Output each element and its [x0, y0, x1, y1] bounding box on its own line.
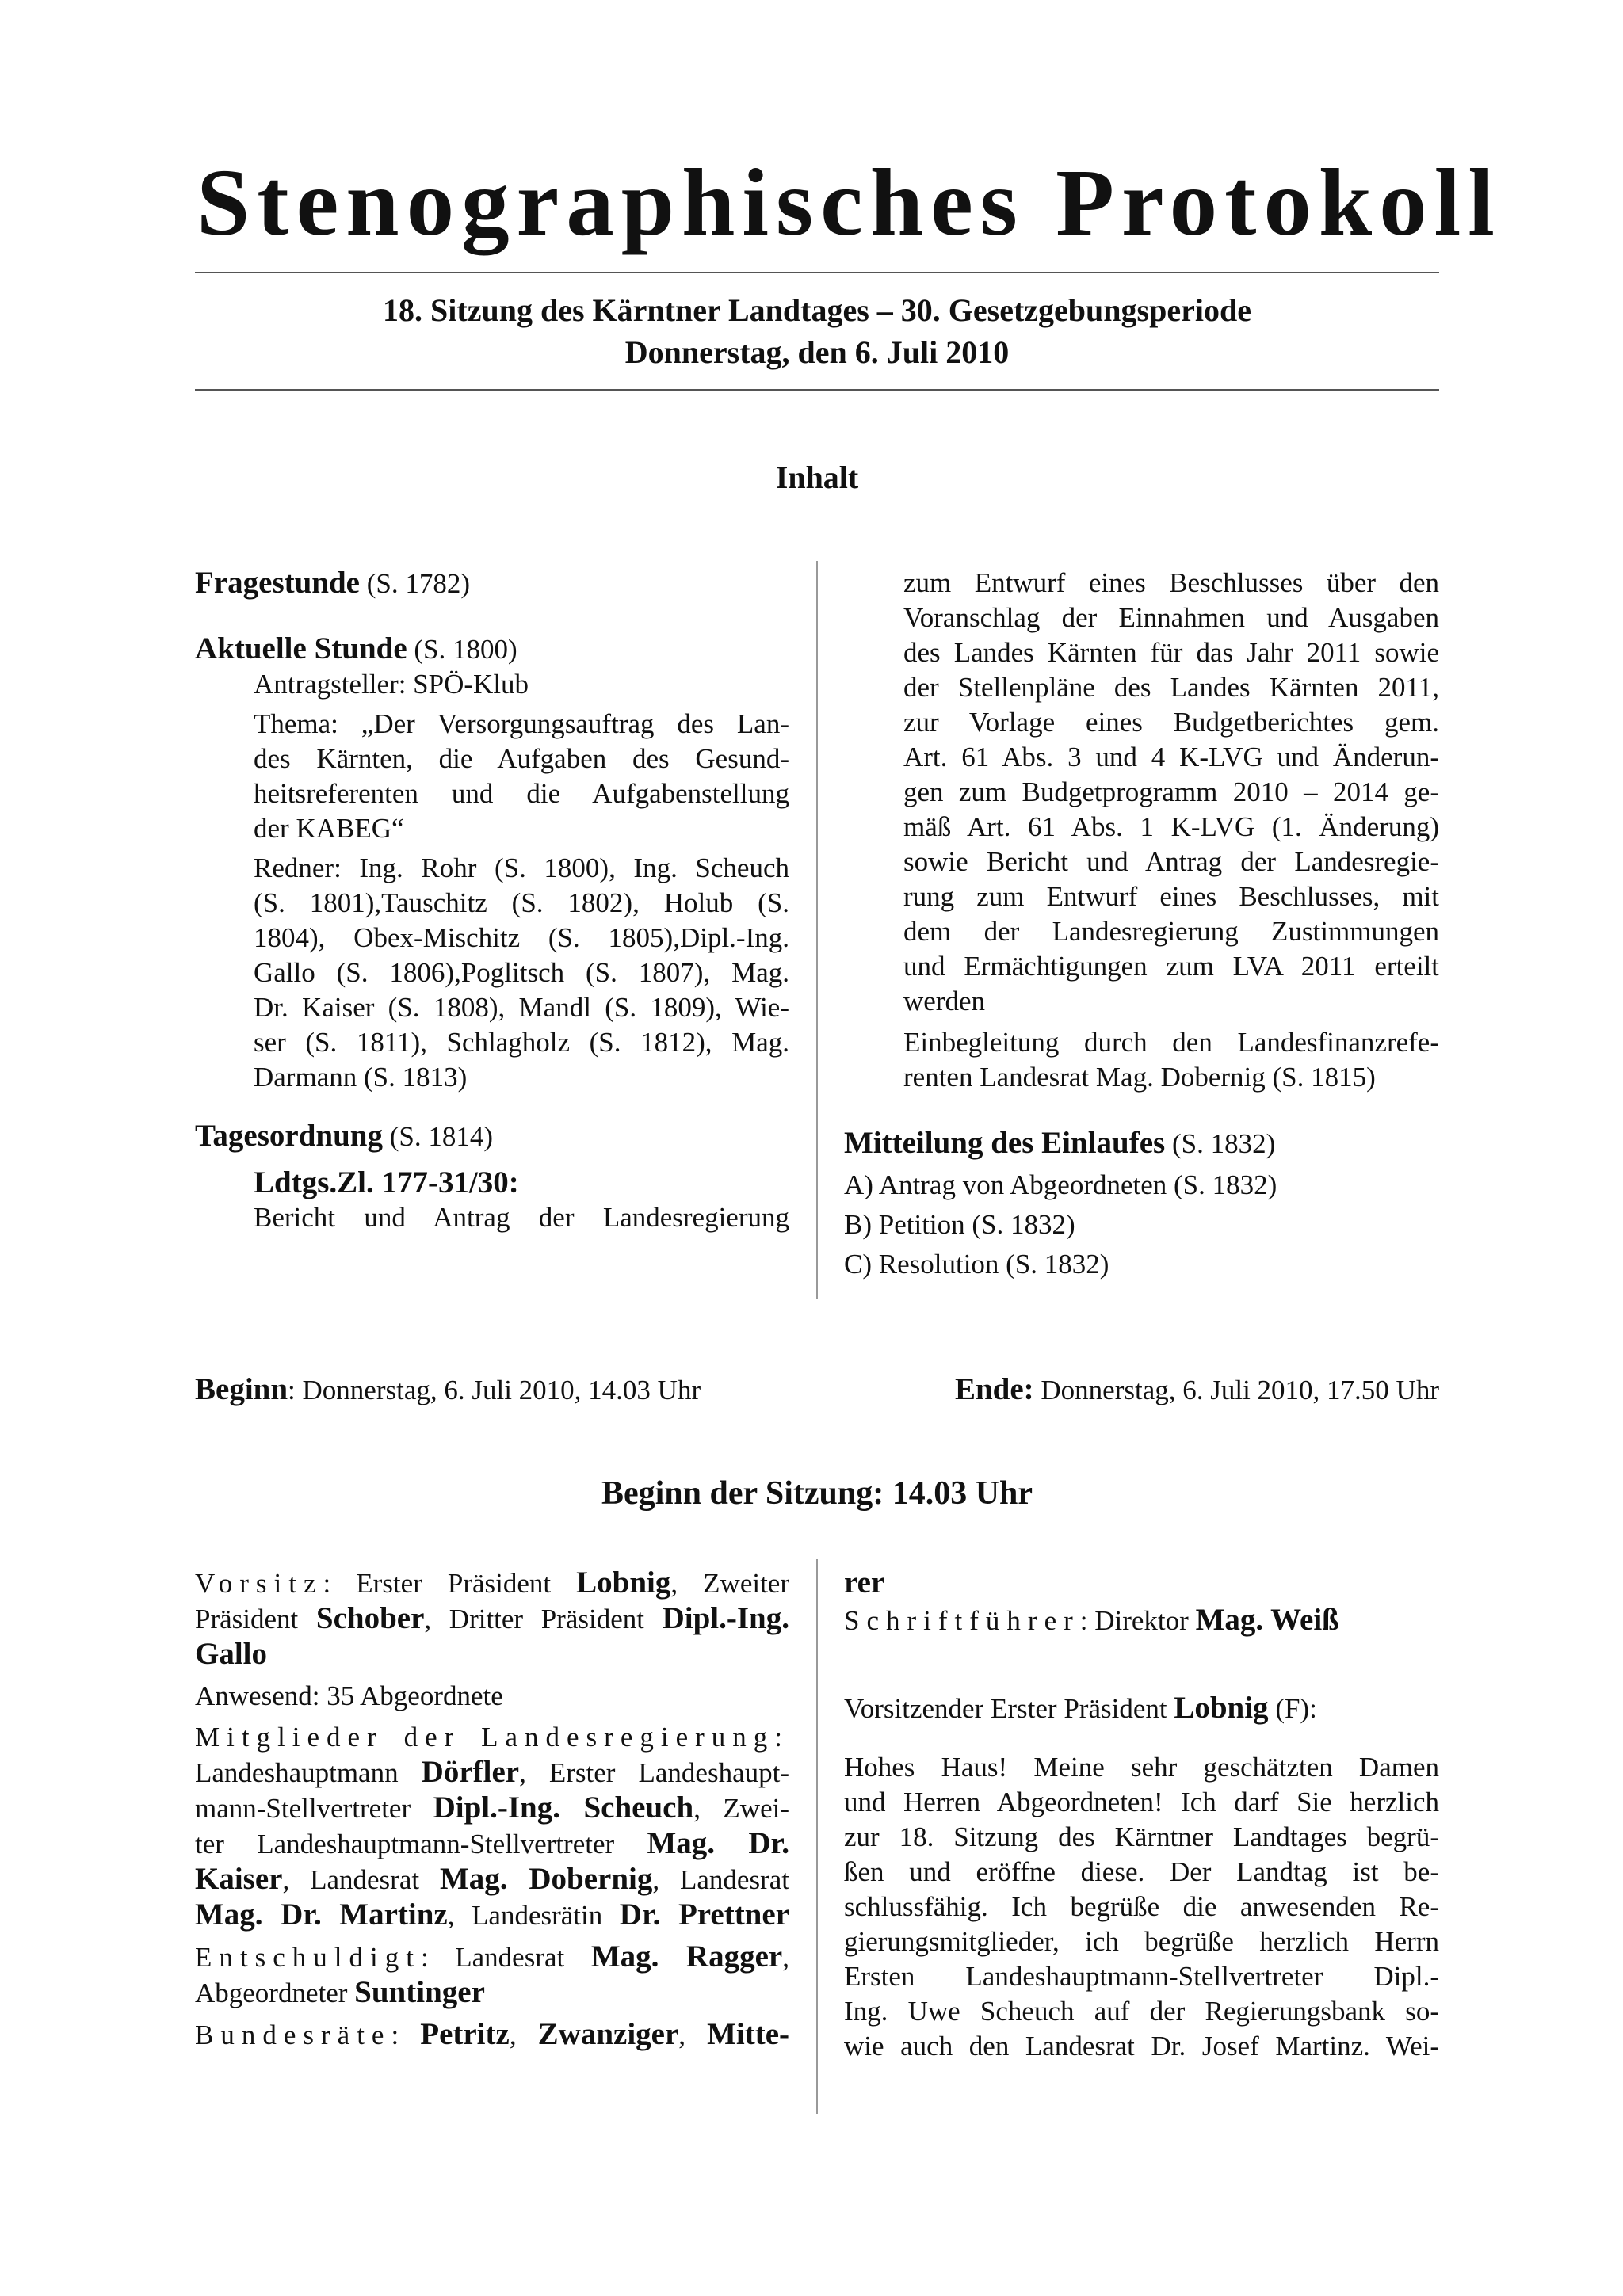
list-item: A) Antrag von Abgeordneten (S. 1832)	[844, 1169, 1277, 1200]
text-run: , Landesrätin	[447, 1900, 620, 1931]
text-run: , Dritter Präsident	[424, 1604, 663, 1634]
mitglieder-paragraph	[195, 1720, 789, 1933]
text-line: des Landes Kärnten für das Jahr 2011 sowie	[903, 637, 1439, 668]
beginn-value: : Donnerstag, 6. Juli 2010, 14.03 Uhr	[288, 1375, 701, 1405]
entschuldigt-label: Entschuldigt	[195, 1942, 421, 1973]
toc-right-column	[903, 566, 1439, 1095]
text-line: Art. 61 Abs. 3 und 4 K-LVG und Änderun-	[903, 742, 1439, 772]
toc-column-divider	[816, 561, 818, 1299]
toc-page-ref: (S. 1832)	[1171, 1128, 1276, 1159]
ldtgs-number: Ldtgs.Zl. 177-31/30:	[254, 1165, 519, 1199]
person-name: Dipl.-Ing.	[662, 1601, 789, 1635]
bundesraete-paragraph	[195, 2017, 789, 2053]
thema-line: Thema: „Der Versorgungsauftrag des Lan-	[254, 708, 789, 739]
mitteilung-list	[844, 1168, 1439, 1282]
text-line: zur 18. Sitzung des Kärntner Landtages begrü-	[844, 1821, 1439, 1852]
person-name: Zwanziger	[537, 2017, 679, 2051]
text-line: sowie Bericht und Antrag der Landesregie-	[903, 846, 1439, 877]
list-item: B) Petition (S. 1832)	[844, 1209, 1075, 1240]
text-line: schlussfähig. Ich begrüße die anwesenden Re-	[844, 1891, 1439, 1922]
text-line: Ing. Uwe Scheuch auf der Regierungsbank so-	[844, 1996, 1439, 2027]
text-run: ,	[678, 2019, 708, 2050]
mitglieder-label: Mitglieder der Landesregierung:	[195, 1722, 789, 1753]
person-name: Gallo	[195, 1637, 268, 1671]
person-name: Mag. Ragger	[590, 1939, 783, 1974]
text-run: : Landesrat	[420, 1942, 591, 1973]
toc-page-ref: (S. 1782)	[366, 568, 471, 599]
text-run: mann-Stellvertreter	[195, 1793, 433, 1824]
person-name: Mitte-	[707, 2017, 790, 2051]
thema	[254, 707, 789, 846]
redner-line: (S. 1801),Tauschitz (S. 1802), Holub (S.	[254, 887, 789, 918]
ende-line	[955, 1374, 1439, 1405]
aktuelle-stunde-details	[254, 667, 789, 1095]
text-run: , Zweiter	[670, 1568, 789, 1599]
text-run: , Zwei-	[693, 1793, 790, 1824]
redner-line: Darmann (S. 1813)	[254, 1062, 468, 1093]
thema-line: der KABEG“	[254, 813, 404, 844]
header-rule	[195, 389, 1439, 391]
toc-entry-fragestunde	[195, 566, 789, 601]
redner-line: Dr. Kaiser (S. 1808), Mandl (S. 1809), Wie-	[254, 992, 789, 1023]
ldtgs-entry	[254, 1165, 789, 1235]
beginn-label: Beginn	[195, 1372, 288, 1406]
toc-entry-mitteilung	[844, 1126, 1439, 1161]
einbegleitung	[903, 1025, 1439, 1095]
text-run: , Erster Landeshaupt-	[519, 1757, 789, 1788]
text-line: gen zum Budgetprogramm 2010 – 2014 ge-	[903, 776, 1439, 807]
text-run: ,	[782, 1942, 789, 1973]
person-name: Petritz	[420, 2017, 510, 2051]
bundesraete-label: Bundesräte	[195, 2019, 391, 2050]
person-name: Lobnig	[1174, 1691, 1269, 1725]
toc-left-column	[195, 566, 789, 1235]
text-line: zur Vorlage eines Budgetberichtes gem.	[903, 707, 1439, 738]
beginn-line	[195, 1374, 701, 1405]
toc-mitteilung	[844, 1126, 1439, 1282]
person-name: Mag. Dobernig	[439, 1862, 653, 1896]
ldtgs-text: Bericht und Antrag der Landesregierung	[254, 1202, 789, 1233]
person-name: Dr. Prettner	[619, 1897, 789, 1932]
toc-entry-aktuelle-stunde	[195, 631, 789, 667]
title-rule	[195, 272, 1439, 273]
toc-label: Tagesordnung	[195, 1119, 383, 1153]
text-run: Vorsitzender Erster Präsident	[844, 1693, 1174, 1724]
text-line: dem der Landesregierung Zustimmungen	[903, 916, 1439, 947]
text-line: Ersten Landeshauptmann-Stellvertreter Dipl.-	[844, 1961, 1439, 1992]
person-name: Dipl.-Ing. Scheuch	[433, 1791, 694, 1825]
schriftfuehrer-line	[844, 1603, 1439, 1638]
document-title: Stenographisches Protokoll	[197, 150, 1502, 256]
text-line: der Stellenpläne des Landes Kärnten 2011,	[903, 672, 1439, 703]
text-run: Landeshauptmann	[195, 1757, 422, 1788]
ldtgs-continued	[903, 566, 1439, 1019]
thema-line: des Kärnten, die Aufgaben des Gesund-	[254, 743, 789, 774]
redner-line: 1804), Obex-Mischitz (S. 1805),Dipl.-Ing.	[254, 922, 789, 953]
text-run: , Landesrat	[652, 1864, 789, 1895]
text-line: und Herren Abgeordneten! Ich darf Sie herzlich	[844, 1787, 1439, 1817]
person-name: Suntinger	[354, 1975, 485, 2009]
text-line: ßen und eröffne diese. Der Landtag ist be-	[844, 1856, 1439, 1887]
session-line: 18. Sitzung des Kärntner Landtages – 30. Gesetzgebungsperiode	[383, 292, 1251, 328]
person-name: Mag. Dr.	[647, 1826, 789, 1860]
ende-value: Donnerstag, 6. Juli 2010, 17.50 Uhr	[1033, 1375, 1439, 1405]
redner-line: Gallo (S. 1806),Poglitsch (S. 1807), Mag.	[254, 957, 789, 988]
antragsteller: Antragsteller: SPÖ-Klub	[254, 669, 529, 700]
person-name: Mag. Weiß	[1195, 1603, 1339, 1637]
redner-line: Redner: Ing. Rohr (S. 1800), Ing. Scheuch	[254, 852, 789, 883]
person-name: Kaiser	[195, 1862, 283, 1896]
speaker-line	[844, 1691, 1439, 1726]
anwesend: Anwesend: 35 Abgeordnete	[195, 1680, 503, 1711]
text-line: zum Entwurf eines Beschlusses über den	[903, 567, 1439, 598]
text-line: Hohes Haus! Meine sehr geschätzten Damen	[844, 1752, 1439, 1783]
redner-line: ser (S. 1811), Schlagholz (S. 1812), Mag.	[254, 1027, 789, 1058]
vorsitz-paragraph	[195, 1566, 789, 1672]
contents-heading: Inhalt	[775, 460, 859, 495]
text-run: (F):	[1268, 1693, 1317, 1724]
text-run: : Direktor	[1079, 1605, 1196, 1636]
date-line: Donnerstag, den 6. Juli 2010	[624, 334, 1010, 370]
text-line: wie auch den Landesrat Dr. Josef Martinz. Wei-	[844, 2031, 1439, 2061]
text-run: : Erster Präsident	[323, 1568, 577, 1599]
text-run: Präsident	[195, 1604, 316, 1634]
text-line: und Ermächtigungen zum LVA 2011 erteilt	[903, 951, 1439, 982]
speech-paragraph	[844, 1750, 1439, 2064]
text-line: mäß Art. 61 Abs. 1 K-LVG (1. Änderung)	[903, 811, 1439, 842]
body-column-divider	[816, 1559, 818, 2114]
text-run: :	[391, 2019, 421, 2050]
text-line: gierungsmitglieder, ich begrüße herzlich Herrn	[844, 1926, 1439, 1957]
text-line: renten Landesrat Mag. Dobernig (S. 1815)	[903, 1062, 1376, 1093]
vorsitz-label: Vorsitz	[195, 1568, 323, 1599]
person-name: Dörfler	[421, 1755, 520, 1789]
toc-page-ref: (S. 1814)	[389, 1121, 494, 1152]
body-right-column	[844, 1566, 1439, 2064]
person-name: Lobnig	[576, 1566, 671, 1600]
thema-line: heitsreferenten und die Aufgabenstellung	[254, 778, 789, 809]
text-run: Abgeordneter	[195, 1978, 355, 2008]
text-line: Voranschlag der Einnahmen und Ausgaben	[903, 602, 1439, 633]
list-item: C) Resolution (S. 1832)	[844, 1249, 1109, 1280]
toc-page-ref: (S. 1800)	[414, 634, 517, 665]
continued-name: rer	[844, 1566, 885, 1600]
toc-label: Aktuelle Stunde	[195, 631, 407, 666]
text-run: ter Landeshauptmann-Stellvertreter	[195, 1829, 647, 1859]
toc-entry-tagesordnung	[195, 1119, 789, 1154]
redner	[254, 851, 789, 1095]
ende-label: Ende:	[954, 1372, 1034, 1406]
toc-label: Mitteilung des Einlaufes	[844, 1126, 1166, 1160]
body-left-column	[195, 1566, 789, 2053]
text-run: , Landesrat	[282, 1864, 440, 1895]
text-run: ,	[509, 2019, 538, 2050]
session-start-heading: Beginn der Sitzung: 14.03 Uhr	[601, 1475, 1033, 1512]
schriftfuehrer-label: Schriftführer	[844, 1605, 1080, 1636]
person-name: Mag. Dr. Martinz	[195, 1897, 448, 1932]
toc-label: Fragestunde	[195, 566, 360, 600]
text-line: rung zum Entwurf eines Beschlusses, mit	[903, 881, 1439, 912]
text-line: Einbegleitung durch den Landesfinanzrefe-	[903, 1027, 1439, 1058]
person-name: Schober	[315, 1601, 425, 1635]
text-line: werden	[903, 986, 986, 1016]
entschuldigt-paragraph	[195, 1939, 789, 2011]
